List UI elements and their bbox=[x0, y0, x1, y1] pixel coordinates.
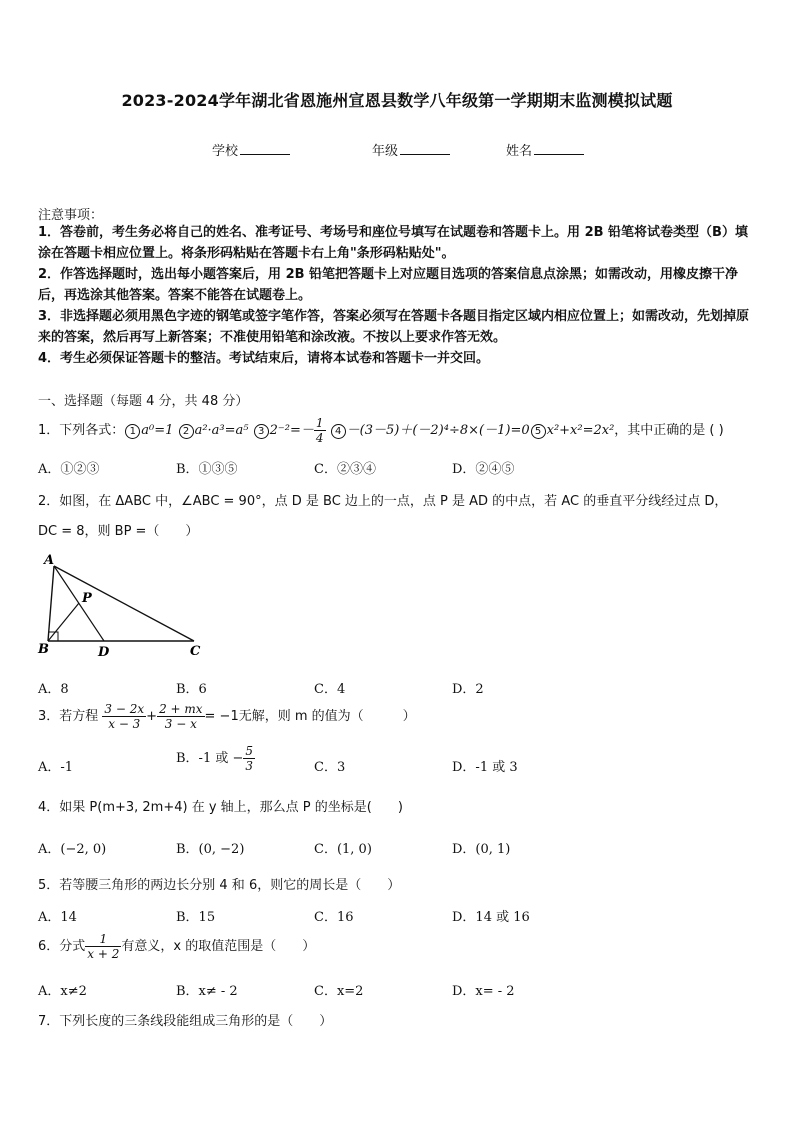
q5-option-c: C．16 bbox=[314, 910, 354, 925]
q4-option-c: C．(1, 0) bbox=[314, 842, 372, 857]
note-2: 2．作答选择题时，选出每小题答案后，用 2B 铅笔把答题卡上对应题目选项的答案信息点涂黑；如需改动，用橡皮擦干净后，再选涂其他答案。答案不能答在试题卷上。 bbox=[38, 267, 739, 303]
q3-option-a: A．-1 bbox=[38, 760, 74, 775]
name-field bbox=[506, 140, 584, 159]
q2-option-a: A．8 bbox=[38, 682, 69, 697]
school-field bbox=[212, 140, 290, 159]
q1-option-b: B．①③⑤ bbox=[176, 462, 238, 477]
question-4: 4．如果 P(m+3, 2m+4) 在 y 轴上，那么点 P 的坐标是( ) bbox=[38, 800, 403, 815]
q5-option-d: D．14 或 16 bbox=[452, 910, 530, 925]
school-label: 学校 bbox=[212, 144, 239, 159]
q3-option-b: B．-1 或 − $\frac{5}{3}$ bbox=[176, 744, 254, 773]
label-c: C bbox=[190, 644, 201, 659]
q2-option-c: C．4 bbox=[314, 682, 346, 697]
circle-3-icon: 3 bbox=[254, 424, 269, 439]
grade-field bbox=[372, 140, 450, 159]
question-1 bbox=[38, 416, 724, 445]
segment-bp bbox=[48, 603, 79, 641]
circle-2-icon: 2 bbox=[179, 424, 194, 439]
grade-blank bbox=[400, 142, 450, 155]
q2-option-d: D．2 bbox=[452, 682, 484, 697]
q6-rest: 有意义，x 的取值范围是（ ） bbox=[121, 939, 316, 954]
q3-rest: = −1无解，则 m 的值为（ ） bbox=[204, 709, 416, 724]
q1-item-3: 2⁻²=－ bbox=[269, 423, 314, 438]
q1-fraction: $\frac{1}{4}$ bbox=[315, 416, 324, 445]
notes-heading: 注意事项： bbox=[38, 208, 104, 223]
q3-prefix: 3．若方程 bbox=[38, 709, 99, 724]
school-blank bbox=[240, 142, 290, 155]
question-5: 5．若等腰三角形的两边长分别 4 和 6，则它的周长是（ ） bbox=[38, 878, 401, 893]
q6-fraction: $\frac{1}{x + 2}$ bbox=[87, 932, 120, 961]
q3-option-c: C．3 bbox=[314, 760, 346, 775]
name-label: 姓名 bbox=[506, 144, 533, 159]
label-d: D bbox=[98, 645, 110, 660]
label-a: A bbox=[44, 553, 55, 568]
q5-option-b: B．15 bbox=[176, 910, 216, 925]
q5-option-a: A．14 bbox=[38, 910, 77, 925]
q6-option-a: A．x≠2 bbox=[38, 984, 87, 999]
note-3: 3．非选择题必须用黑色字迹的钢笔或签字笔作答，答案必须写在答题卡各题目指定区域内相应位置上；如需改动，先划掉原来的答案，然后再写上新答案；不准使用铅笔和涂改液。不按以上要求作答无效。 bbox=[38, 309, 750, 345]
note-1: 1．答卷前，考生务必将自己的姓名、准考证号、考场号和座位号填写在试题卷和答题卡上。用 2B 铅笔将试卷类型（B）填涂在答题卡相应位置上。将条形码粘贴在答题卡右上角"条形码粘贴处"。 bbox=[38, 225, 748, 261]
circle-4-icon: 4 bbox=[331, 424, 346, 439]
label-b: B bbox=[38, 642, 49, 657]
q4-option-a: A．(−2, 0) bbox=[38, 842, 107, 857]
q1-option-a: A．①②③ bbox=[38, 462, 100, 477]
q1-item-1: a⁰=1 bbox=[141, 423, 174, 438]
page-title: 2023-2024学年湖北省恩施州宣恩县数学八年级第一学期期末监测模拟试题 bbox=[121, 91, 673, 110]
question-2-line-1: 2．如图，在 ΔABC 中，∠ABC = 90°，点 D 是 BC 边上的一点，点 P 是 AD 的中点，若 AC 的垂直平分线经过点 D， bbox=[38, 494, 728, 509]
q1-option-c: C．②③④ bbox=[314, 462, 376, 477]
q1-item-2: a²·a³=a⁵ bbox=[194, 423, 249, 438]
q3-fraction-2: $\frac{2 + mx}{3 - x}$ bbox=[159, 702, 203, 731]
q6-option-d: D．x= - 2 bbox=[452, 984, 515, 999]
q1-prefix: 1．下列各式： bbox=[38, 423, 125, 438]
q6-option-c: C．x=2 bbox=[314, 984, 364, 999]
q1-suffix: ，其中正确的是 ( ) bbox=[614, 423, 724, 438]
q6-prefix: 6．分式 bbox=[38, 939, 86, 954]
label-p: P bbox=[82, 591, 92, 606]
side-ac bbox=[54, 566, 194, 641]
question-2-line-2: DC = 8，则 BP =（ ） bbox=[38, 524, 199, 539]
q3-fraction-1: $\frac{3 - 2x}{x - 3}$ bbox=[104, 702, 145, 731]
question-7: 7．下列长度的三条线段能组成三角形的是（ ） bbox=[38, 1014, 333, 1029]
note-4: 4．考生必须保证答题卡的整洁。考试结束后，请将本试卷和答题卡一并交回。 bbox=[38, 351, 490, 366]
q1-item-4: －(3－5)＋(－2)⁴÷8×(－1)=0 bbox=[346, 423, 530, 438]
q1-option-d: D．②④⑤ bbox=[452, 462, 515, 477]
name-blank bbox=[534, 142, 584, 155]
q1-item-5: x²+x²=2x² bbox=[546, 423, 615, 438]
circle-5-icon: 5 bbox=[531, 424, 546, 439]
q4-option-d: D．(0, 1) bbox=[452, 842, 511, 857]
q2-option-b: B．6 bbox=[176, 682, 207, 697]
grade-label: 年级 bbox=[372, 144, 399, 159]
circle-1-icon: 1 bbox=[125, 424, 140, 439]
q6-option-b: B．x≠ - 2 bbox=[176, 984, 238, 999]
section-heading: 一、选择题（每题 4 分，共 48 分） bbox=[38, 394, 249, 409]
question-3: 3．若方程 $\frac{3 - 2x}{x - 3}$ + $\frac{2 + mx}{3 - x}$ = −1无解，则 m 的值为（ ） bbox=[38, 702, 416, 731]
triangle-figure bbox=[34, 552, 214, 662]
q3-option-d: D．-1 或 3 bbox=[452, 760, 518, 775]
side-ab bbox=[48, 566, 54, 641]
q4-option-b: B．(0, −2) bbox=[176, 842, 245, 857]
question-6 bbox=[38, 932, 315, 961]
